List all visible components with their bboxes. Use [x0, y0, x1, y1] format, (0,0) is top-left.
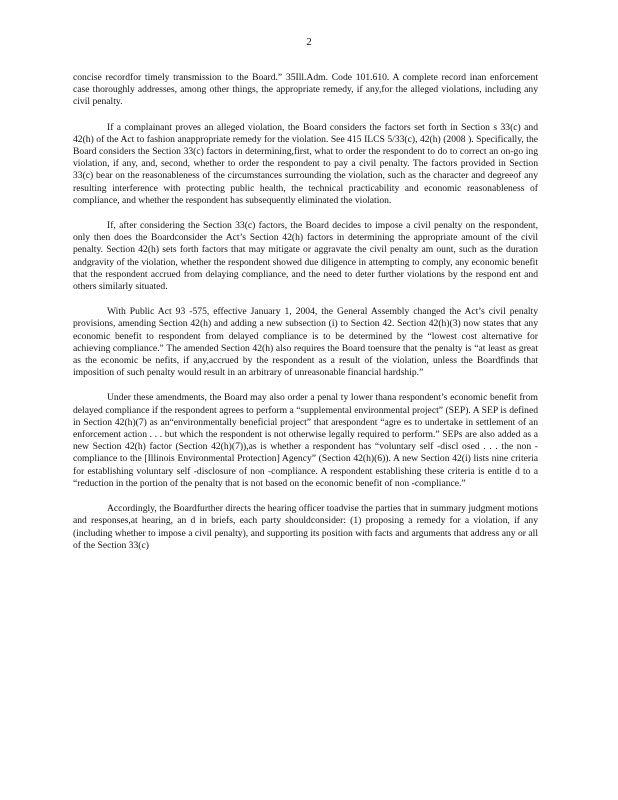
paragraph: If, after considering the Section 33(c) factors, the Board decides to impose a civil penalty on the respondent, only then does the Boardconsider the Act’s Section 42(h) factors in determining the appropriate amount of the civil penalty. Section 42(h) sets forth factors that may mitigate or aggravate the civil penalty am ount, such as the duration andgravity of the violation, whether the respondent showed due diligence in attempting to comply, any economic benefit that the respondent accrued from delaying compliance, and the need to deter further violations by the respond ent and others similarly situated.	[73, 220, 538, 293]
paragraph: concise recordfor timely transmission to the Board.” 35Ill.Adm. Code 101.610. A complete record inan enforcement case thoroughly addresses, among other things, the appropriate remedy, if any,for the alleged violations, including any civil penalty.	[73, 72, 538, 108]
paragraph: Accordingly, the Boardfurther directs the hearing officer toadvise the parties that in summary judgment motions and responses,at hearing, an d in briefs, each party shouldconsider: (1) proposing a remedy for a violation, if any (including whether to impose a civil penalty), and supporting its position with facts and arguments that address any or all of the Section 33(c)	[73, 503, 538, 551]
paragraph: Under these amendments, the Board may also order a penal ty lower thana respondent’s economic benefit from delayed compliance if the respondent agrees to perform a “supplemental environmental project” (SEP). A SEP is defined in Section 42(h)(7) as an“environmentally beneficial project” that arespondent “agre es to undertake in settlement of an enforcement action . . . but which the respondent is not otherwise legally required to perform.” SEPs are also added as a new Section 42(h) factor (Section 42(h)(7)),as is whether a respondent has “voluntary self -discl osed . . . the non -compliance to the [Illinois Environmental Protection] Agency” (Section 42(h)(6)). A new Section 42(i) lists nine criteria for establishing voluntary self -disclosure of non -compliance. A respondent establishing these criteria is entitle d to a “reduction in the portion of the penalty that is not based on the economic benefit of non -compliance.”	[73, 392, 538, 489]
page-number: 2	[306, 36, 312, 48]
paragraph: With Public Act 93 -575, effective January 1, 2004, the General Assembly changed the Act’s civil penalty provisions, amending Section 42(h) and adding a new subsection (i) to Section 42. Section 42(h)(3) now states that any economic benefit to respondent from delayed compliance is to be determined by the “lowest cost alternative for achieving compliance.” The amended Section 42(h) also requires the Board toensure that the penalty is “at least as great as the economic be nefits, if any,accrued by the respondent as a result of the violation, unless the Boardfinds that imposition of such penalty would result in an arbitrary of unreasonable financial hardship.”	[73, 306, 538, 379]
paragraph: If a complainant proves an alleged violation, the Board considers the factors set forth in Section s 33(c) and 42(h) of the Act to fashion anappropriate remedy for the violation. See 415 ILCS 5/33(c), 42(h) (2008 ). Specifically, the Board considers the Section 33(c) factors in determining,first, what to order the respondent to do to correct an on-go ing violation, if any, and, second, whether to order the respondent to pay a civil penalty. The factors provided in Section 33(c) bear on the reasonableness of the circumstances surrounding the violation, such as the character and degreeof any resulting interference with protecting public health, the technical practicability and economic reasonableness of compliance, and whether the respondent has subsequently eliminated the violation.	[73, 121, 538, 206]
document-body	[73, 72, 538, 565]
